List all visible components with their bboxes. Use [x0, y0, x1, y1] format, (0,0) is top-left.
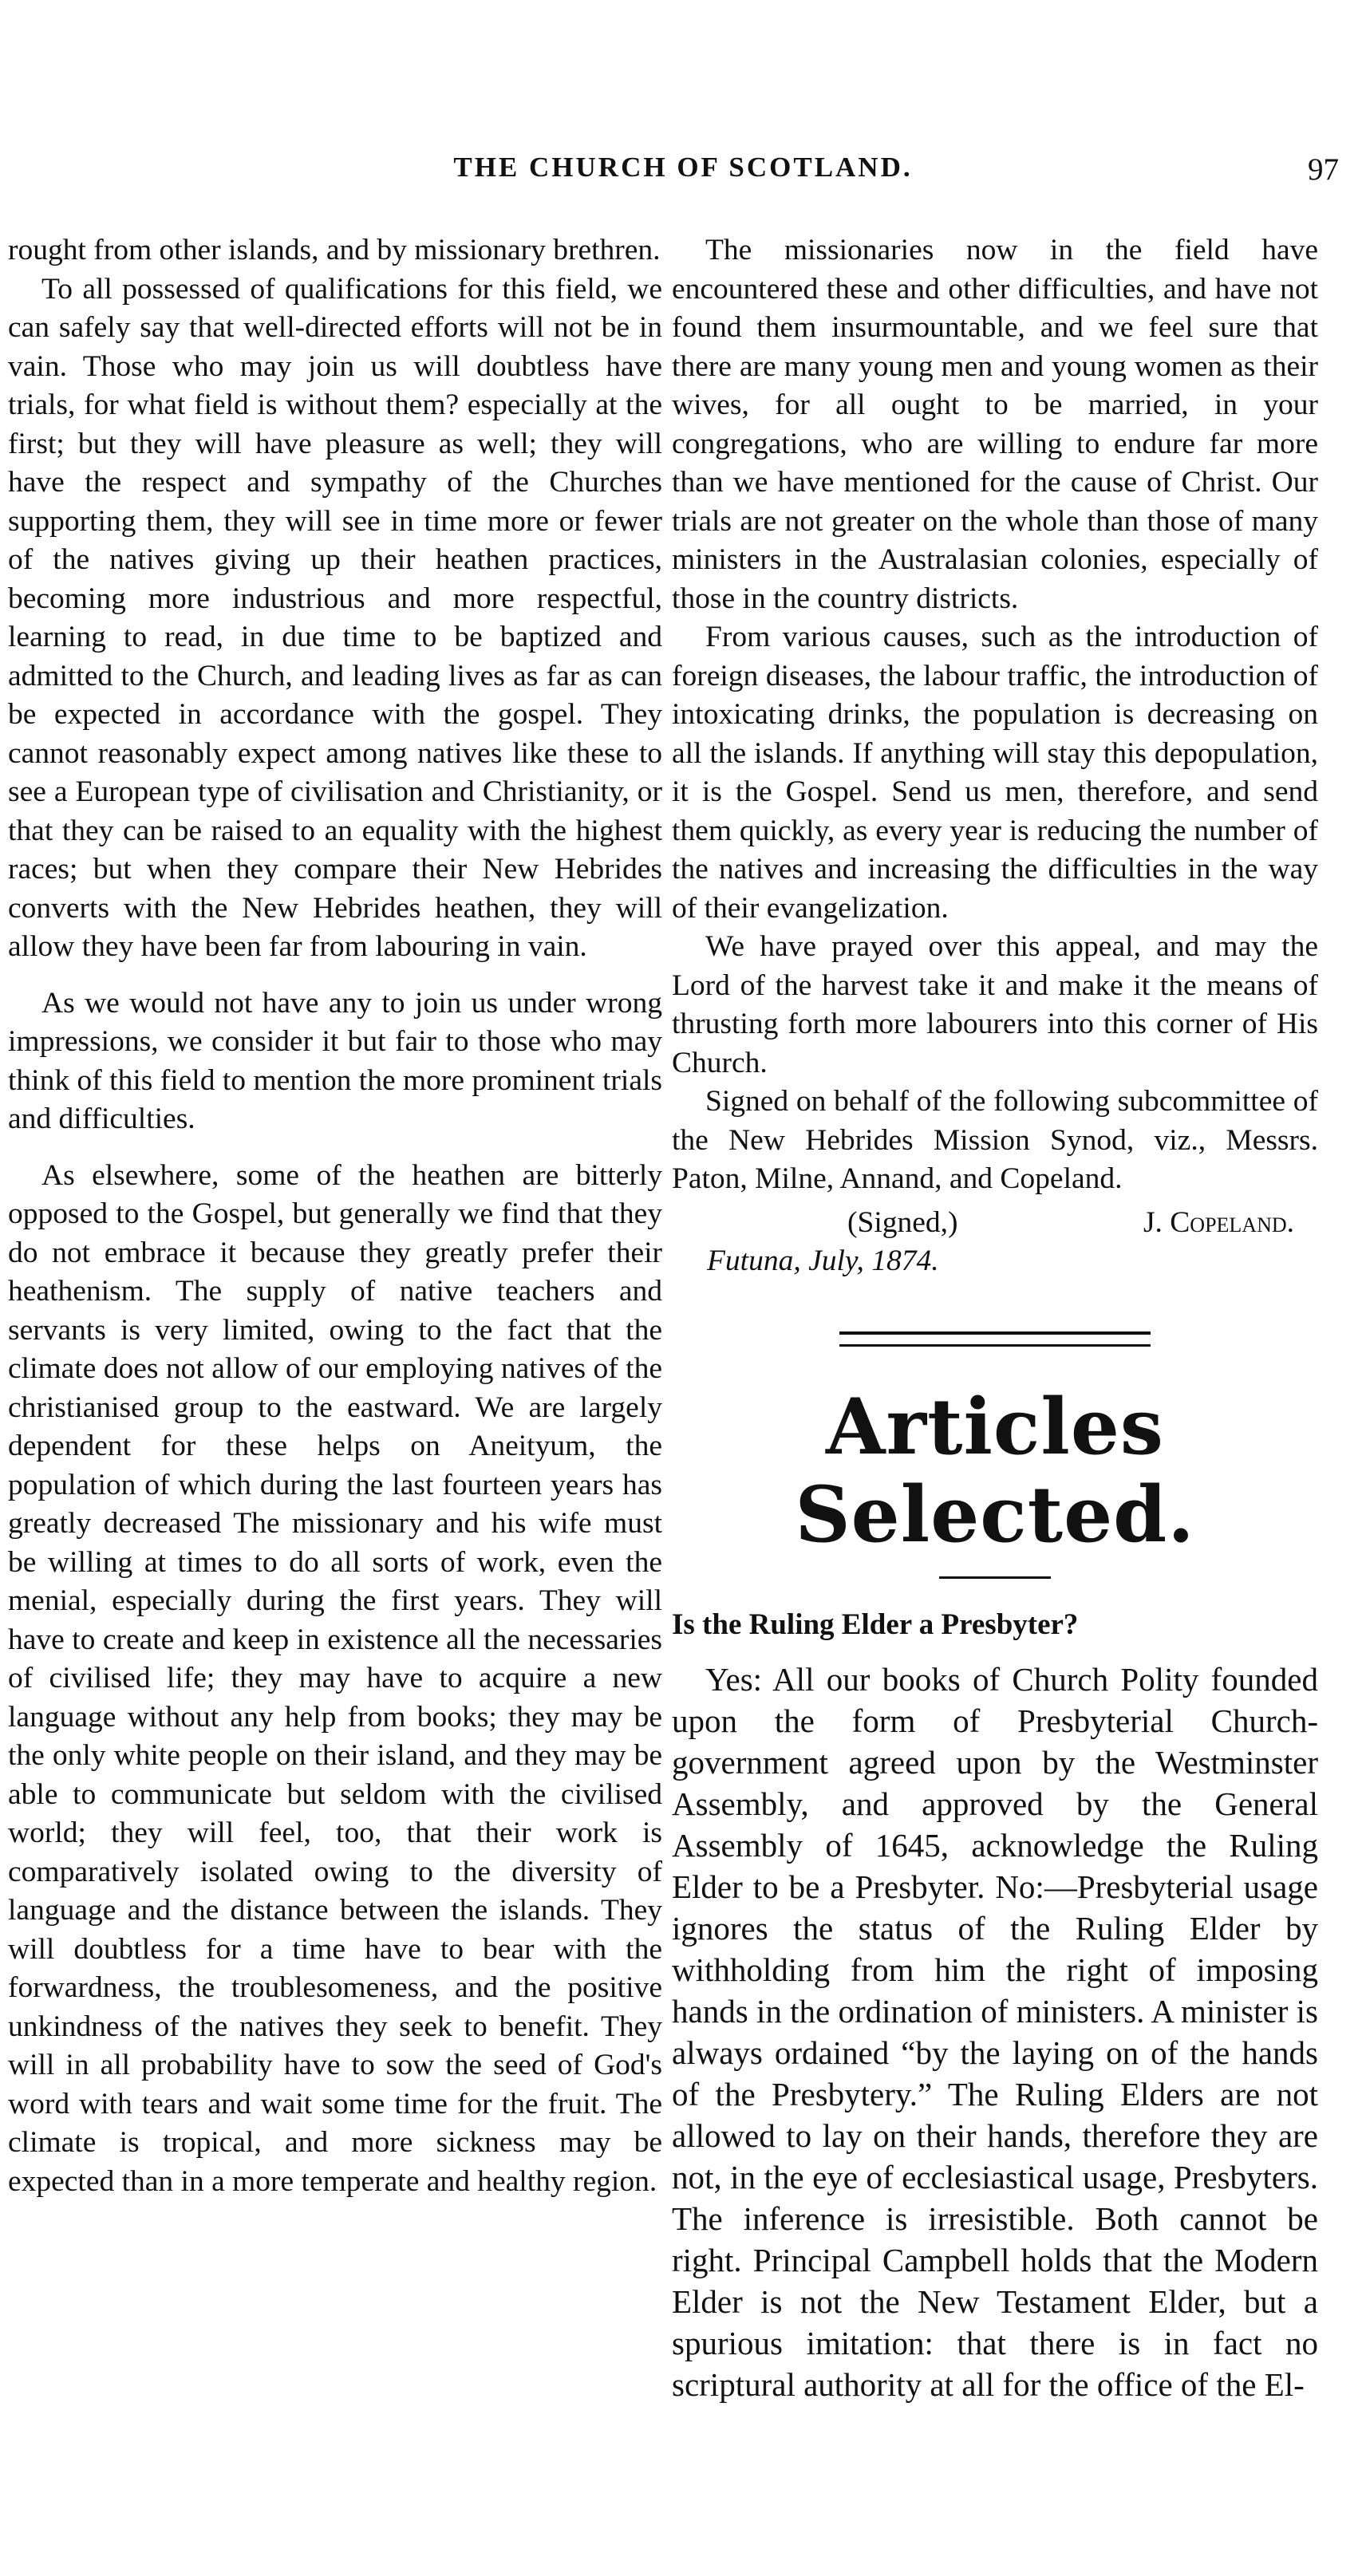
- left-column: [8, 231, 662, 2201]
- article-heading: Is the Ruling Elder a Presbyter?: [672, 1608, 1079, 1641]
- page-number: 97: [1308, 152, 1339, 187]
- paragraph: As we would not have any to join us under wrong impressions, we consider it but fair to those who may think of this field to mention the more prominent trials and difficulties.: [8, 986, 662, 1135]
- paragraph: We have prayed over this appeal, and may the Lord of the harvest take it and make it the means of thrusting forth more labourers into this corner of His Church.: [672, 930, 1318, 1079]
- paragraph: rought from other islands, and by missionary brethren.: [8, 234, 661, 266]
- article-body: [672, 1659, 1318, 2405]
- running-title: THE CHURCH OF SCOTLAND.: [453, 152, 913, 183]
- signatory-name: J. Copeland.: [1143, 1205, 1294, 1239]
- paragraph: The missionaries now in the field have encountered these and other difficulties, and have not found them insurmountable, and we feel sure that there are many young men and young women as their wives, for all ought to be married, in your congregations, who are willing to endure far more than we have mentioned for the cause of Christ. Our trials are not greater on the whole than those of many ministers in the Australasian colonies, especially of those in the country districts.: [672, 234, 1318, 615]
- paragraph: Signed on behalf of the following subcommittee of the New Hebrides Mission Synod, viz., Messrs. Paton, Milne, Annand, and Copeland.: [672, 1085, 1318, 1195]
- paragraph: As elsewhere, some of the heathen are bitterly opposed to the Gospel, but generally we find that they do not embrace it because they greatly prefer their heathenism. The supply of native teachers and servants is very limited, owing to the fact that the climate does not allow of our employing natives of the christianised group to the eastward. We are largely dependent for these helps on Aneityum, the population of which during the last fourteen years has greatly decreased The missionary and his wife must be willing at times to do all sorts of work, even the menial, especially during the first years. They will have to create and keep in existence all the necessaries of civilised life; they may have to acquire a new language without any help from books; they may be the only white people on their island, and they may be able to communicate but seldom with the civilised world; they will feel, too, that their work is comparatively isolated owing to the diversity of language and the distance between the islands. They will doubtless for a time have to bear with the forwardness, the troublesomeness, and the positive unkindness of the natives they seek to benefit. They will in all probability have to sow the seed of God's word with tears and wait some time for the fruit. The climate is tropical, and more sickness may be expected than in a more temperate and healthy region.: [8, 1158, 662, 2198]
- dateline: Futuna, July, 1874.: [707, 1244, 939, 1277]
- section-title: Articles Selected.: [795, 1382, 1195, 1560]
- signed-label: (Signed,): [847, 1205, 958, 1239]
- paragraph: Yes: All our books of Church Polity founded upon the form of Presbyterial Church-government agreed upon by the Westminster Assembly, and approved by the General Assembly of 1645, acknowledge the Ruling Elder to be a Presbyter. No:—Presbyterial usage ignores the status of the Ruling Elder by withholding from him the right of imposing hands in the ordination of ministers. A minister is always ordained “by the laying on of the hands of the Presbytery.” The Ruling Elders are not allowed to lay on their hands, therefore they are not, in the eye of ecclesiastical usage, Presbyters. The inference is irresistible. Both cannot be right. Principal Campbell holds that the Modern Elder is not the New Testament Elder, but a spurious imitation: that there is in fact no scriptural authority at all for the office of the El-: [672, 1661, 1318, 2403]
- right-column: [672, 231, 1318, 2405]
- running-head: [0, 152, 1366, 199]
- short-rule-divider: [939, 1576, 1051, 1579]
- double-rule-divider: [839, 1331, 1151, 1347]
- signature-line: [672, 1204, 1318, 1242]
- paragraph: From various causes, such as the introduction of foreign diseases, the labour traffic, the introduction of intoxicating drinks, the population is decreasing on all the islands. If anything will stay this depopulation, it is the Gospel. Send us men, therefore, and send them quickly, as every year is reducing the number of the natives and increasing the difficulties in the way of their evangelization.: [672, 621, 1318, 925]
- paragraph: To all possessed of qualifications for this field, we can safely say that well-directed efforts will not be in vain. Those who may join us will doubtless have trials, for what field is without them? especially at the first; but they will have pleasure as well; they will have the respect and sympathy of the Churches supporting them, they will see in time more or fewer of the natives giving up their heathen practices, becoming more industrious and more respectful, learning to read, in due time to be baptized and admitted to the Church, and leading lives as far as can be expected in accordance with the gospel. They cannot reasonably expect among natives like these to see a European type of civilisation and Christianity, or that they can be raised to an equality with the highest races; but when they compare their New Hebrides converts with the New Hebrides heathen, they will allow they have been far from labouring in vain.: [8, 272, 662, 963]
